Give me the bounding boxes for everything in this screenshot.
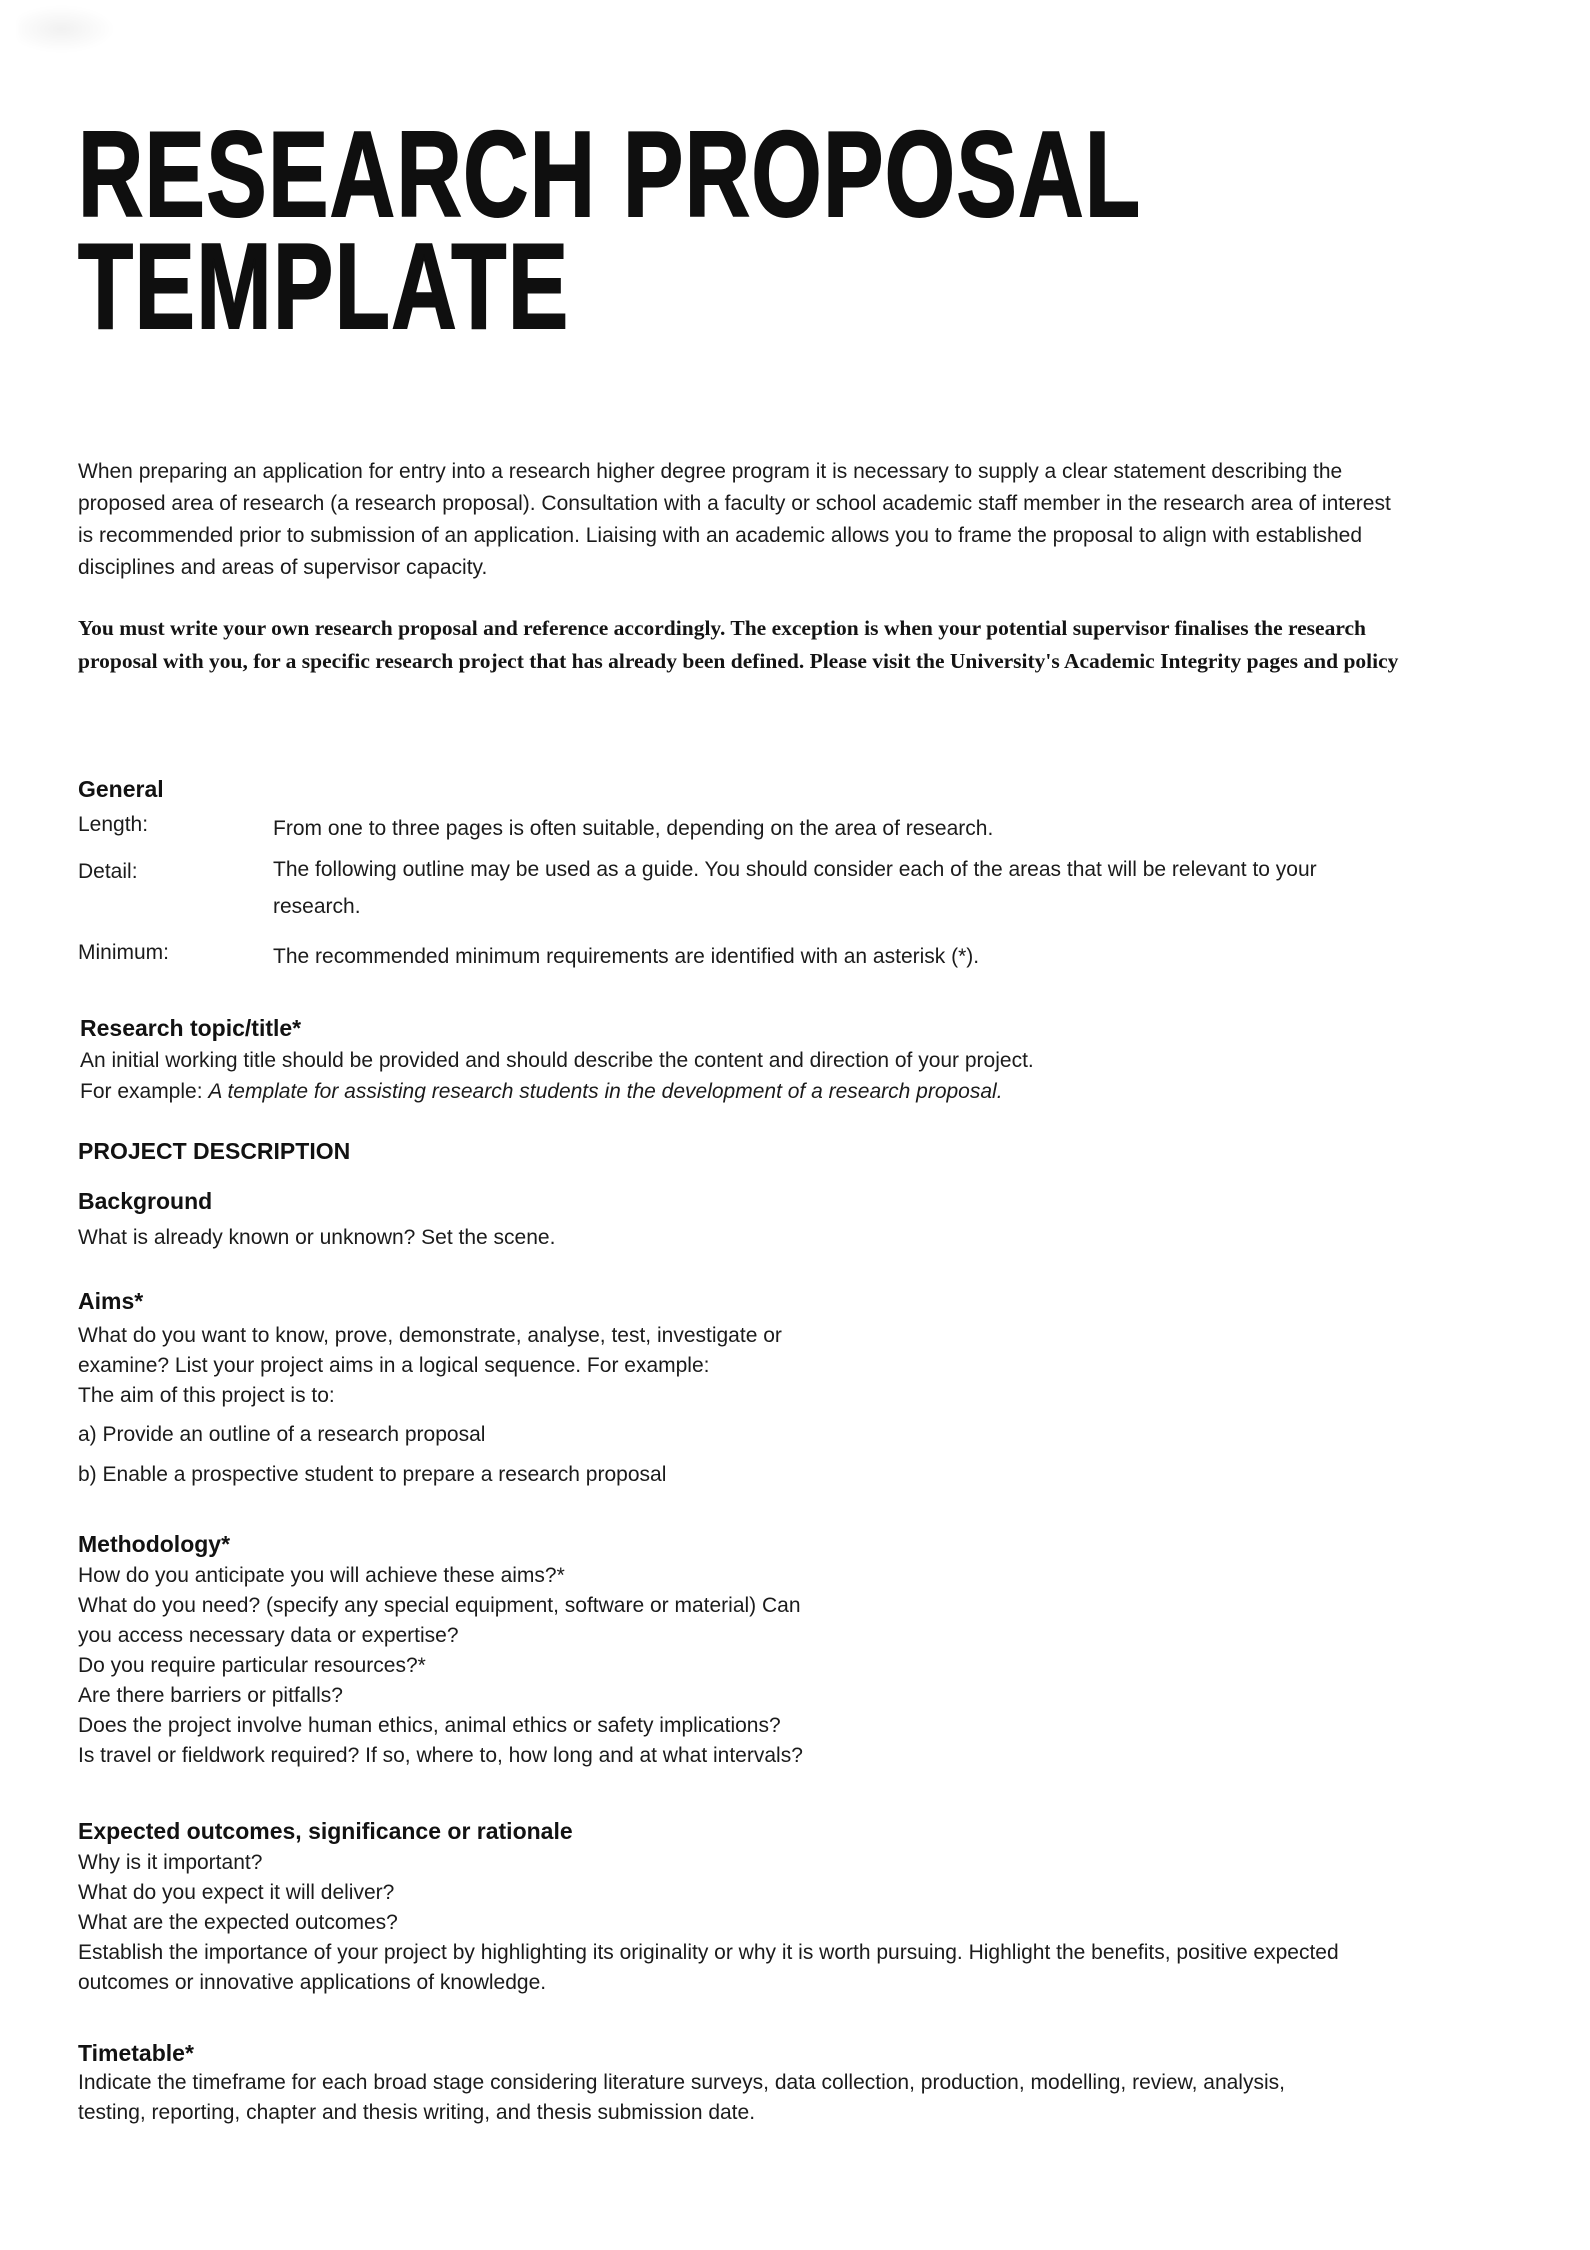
project-description-heading: PROJECT DESCRIPTION xyxy=(78,1138,351,1164)
outcomes-body xyxy=(78,1848,1339,1998)
methodology-line: you access necessary data or expertise? xyxy=(78,1624,459,1647)
integrity-notice xyxy=(78,612,1398,678)
timetable-line: Indicate the timeframe for each broad stage considering literature surveys, data collection, production, modelling, review, analysis, xyxy=(78,2071,1285,2094)
intro-line: When preparing an application for entry into a research higher degree program it is necessary to supply a clear statement describing the xyxy=(78,460,1343,483)
aims-item-b: b) Enable a prospective student to prepare a research proposal xyxy=(78,1463,667,1486)
methodology-line: Is travel or fieldwork required? If so, where to, how long and at what intervals? xyxy=(78,1744,803,1767)
row-label: Detail: xyxy=(78,860,138,883)
aims-heading: Aims* xyxy=(78,1288,144,1314)
research-topic-body xyxy=(80,1045,1034,1107)
general-row-length xyxy=(78,810,993,847)
methodology-body xyxy=(78,1561,803,1771)
methodology-line: Are there barriers or pitfalls? xyxy=(78,1684,343,1707)
example-italic-text: A template for assisting research students in the development of a research proposal. xyxy=(208,1080,1003,1103)
row-value xyxy=(273,851,1317,925)
page-title-line-1: RESEARCH PROPOSAL xyxy=(78,106,1142,242)
general-heading: General xyxy=(78,776,164,802)
row-value-line: research. xyxy=(273,895,361,918)
row-value-line: The following outline may be used as a guide. You should consider each of the areas that will be relevant to your xyxy=(273,858,1317,881)
outcomes-line: Why is it important? xyxy=(78,1851,263,1874)
notice-line: You must write your own research proposal and reference accordingly. The exception is when your potential supervisor finalises the research xyxy=(78,616,1366,640)
intro-line: disciplines and areas of supervisor capacity. xyxy=(78,556,488,579)
timetable-heading: Timetable* xyxy=(78,2040,194,2066)
outcomes-line: Establish the importance of your project by highlighting its originality or why it is worth pursuing. Highlight the benefits, positive expected xyxy=(78,1941,1339,1964)
example-prefix: For example: xyxy=(80,1080,209,1103)
general-row-minimum xyxy=(78,938,979,975)
row-value xyxy=(273,938,979,975)
row-label: Length: xyxy=(78,813,149,836)
outcomes-line: What are the expected outcomes? xyxy=(78,1911,398,1934)
page-title-line-2: TEMPLATE xyxy=(78,218,570,354)
row-value-line: The recommended minimum requirements are identified with an asterisk (*). xyxy=(273,945,980,968)
timetable-line: testing, reporting, chapter and thesis writing, and thesis submission date. xyxy=(78,2101,756,2124)
aims-item-a: a) Provide an outline of a research proposal xyxy=(78,1423,486,1446)
research-topic-example-line xyxy=(80,1076,1034,1107)
timetable-body xyxy=(78,2068,1285,2128)
aims-line: examine? List your project aims in a logical sequence. For example: xyxy=(78,1354,710,1377)
general-row-detail xyxy=(78,851,1317,925)
outcomes-line: What do you expect it will deliver? xyxy=(78,1881,395,1904)
aims-body xyxy=(78,1321,782,1411)
intro-paragraph xyxy=(78,456,1391,584)
methodology-line: What do you need? (specify any special equipment, software or material) Can xyxy=(78,1594,801,1617)
page-title xyxy=(78,106,1515,354)
aims-line: What do you want to know, prove, demonstrate, analyse, test, investigate or xyxy=(78,1324,782,1347)
background-heading: Background xyxy=(78,1188,213,1214)
research-topic-line: An initial working title should be provided and should describe the content and direction of your project. xyxy=(80,1049,1034,1072)
row-label: Minimum: xyxy=(78,941,170,964)
methodology-line: Does the project involve human ethics, animal ethics or safety implications? xyxy=(78,1714,781,1737)
notice-line: proposal with you, for a specific research project that has already been defined. Please visit the University's Academic Integrity pages and policy xyxy=(78,649,1399,673)
methodology-heading: Methodology* xyxy=(78,1531,231,1557)
background-body: What is already known or unknown? Set the scene. xyxy=(78,1226,556,1249)
aims-line: The aim of this project is to: xyxy=(78,1384,335,1407)
methodology-line: How do you anticipate you will achieve these aims?* xyxy=(78,1564,565,1587)
research-topic-heading: Research topic/title* xyxy=(80,1015,302,1041)
outcomes-line: outcomes or innovative applications of knowledge. xyxy=(78,1971,547,1994)
row-value xyxy=(273,810,993,847)
row-value-line: From one to three pages is often suitable, depending on the area of research. xyxy=(273,817,994,840)
intro-line: proposed area of research (a research proposal). Consultation with a faculty or school academic staff member in the research area of interest xyxy=(78,492,1391,515)
methodology-line: Do you require particular resources?* xyxy=(78,1654,426,1677)
intro-line: is recommended prior to submission of an application. Liaising with an academic allows you to frame the proposal to align with established xyxy=(78,524,1363,547)
outcomes-heading: Expected outcomes, significance or rationale xyxy=(78,1818,573,1844)
faint-watermark xyxy=(18,6,114,52)
